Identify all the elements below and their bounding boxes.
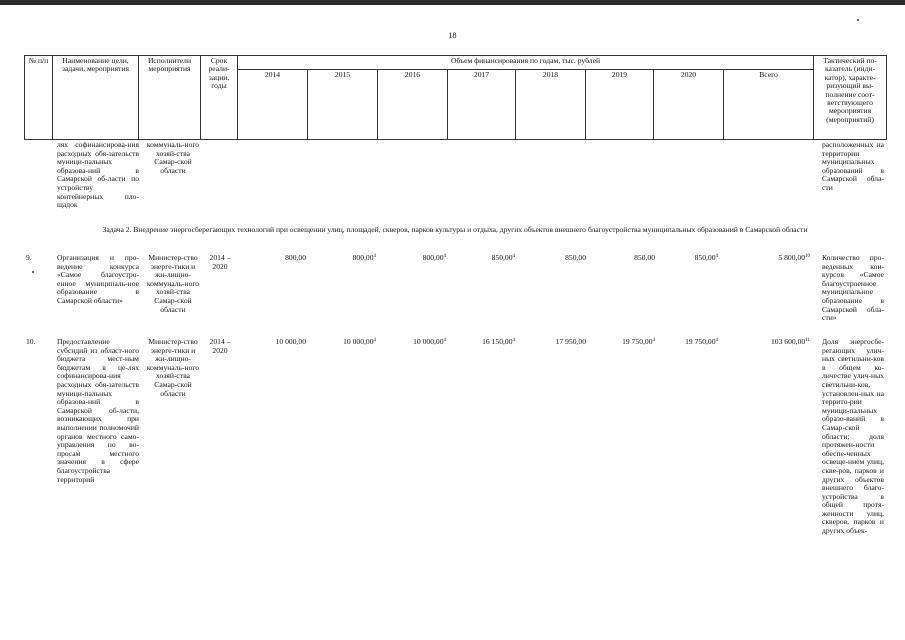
header-term: Срок реали-зации, годы <box>201 56 238 140</box>
row-value-2014: 800,00 <box>285 253 306 262</box>
task-2-heading: Задача 2. Внедрение энергосберегающих технологий при освещении улиц, площадей, скверов, парков культуры и отдыха, других объектов внешнего благоустройства муниципальных образований в Самарской области <box>102 225 808 234</box>
header-year: 2016 <box>378 70 448 140</box>
row-value-2020: 850,00$^4$ <box>694 253 718 262</box>
scan-speck <box>32 271 34 273</box>
row-indicator: Количество про-веденных кон-курсов «Самое благоустроенное муниципальное образование в Самарской обла-сти» <box>822 253 884 323</box>
row-value-2016: 800,00$^4$ <box>422 253 446 262</box>
row-value-2016: 10 000,00$^4$ <box>413 337 446 346</box>
header-num: № п/п <box>25 56 53 140</box>
row-value-2015: 10 000,00$^4$ <box>343 337 376 346</box>
row-executors: Министер-ство энерге-тики и жи-лищно-коммуналь-ного хозяй-ства Самар-ской области <box>146 253 200 314</box>
row-value-2019: 19 750,00$^4$ <box>622 337 655 346</box>
row-num: 9. <box>26 253 32 262</box>
row-value-total: 103 600,00$^{11}$ <box>771 337 810 346</box>
cont-executors: коммуналь-ного хозяй-ства Самар-ской области <box>146 140 200 175</box>
row-term: 2014 – 2020 <box>209 253 231 271</box>
scan-speck <box>857 19 859 21</box>
header-executors: Исполнители мероприятия <box>139 56 201 140</box>
scan-top-border <box>0 0 905 5</box>
header-financing: Объем финансирования по годам, тыс. рублей <box>238 56 814 70</box>
header-year: 2014 <box>238 70 308 140</box>
row-executors: Министер-ство энерге-тики и жи-лищно-коммуналь-ного хозяй-ства Самар-ской области <box>146 337 200 398</box>
header-year: 2017 <box>448 70 516 140</box>
row-value-2019: 850,00 <box>634 253 655 262</box>
table-header <box>24 55 887 140</box>
header-year: 2015 <box>308 70 378 140</box>
header-year: 2018 <box>516 70 586 140</box>
header-year: 2020 <box>654 70 724 140</box>
row-value-2014: 10 000,00 <box>275 337 306 346</box>
row-num: 10. <box>26 337 36 346</box>
row-term: 2014 – 2020 <box>209 337 231 355</box>
row-value-total: 5 800,00$^{10}$ <box>778 253 810 262</box>
row-value-2017: 16 150,00$^4$ <box>482 337 515 346</box>
header-year: 2019 <box>586 70 654 140</box>
row-goal: Организация и про-ведение конкурса «Самое благоустро-енное муниципаль-ное образование в Самарской области» <box>57 253 139 305</box>
row-value-2018: 850,00 <box>565 253 586 262</box>
page-number: 18 <box>448 31 457 40</box>
row-goal: Предоставление субсидий из област-ного бюджета мест-ным бюджетам в це-лях софинансирова-ния расходных обя-зательств муници-пальных образова-ний в Самарской об-ласти, возникающих при выполнении полномочий органов местного само-управления по во-просам местного значения в сфере благоустройства территорий <box>57 337 139 484</box>
row-value-2015: 800,00$^4$ <box>352 253 376 262</box>
cont-indicator: расположенных на территории муниципальных образований в Самарской обла-сти <box>822 140 884 192</box>
header-total: Всего <box>724 70 814 140</box>
row-indicator: Доля энергосбе-регающих улич-ных светильни-ков в общем ко-личестве улич-ных светильни-ков, установлен-ных на террито-рии муници-пальных образо-ваний в Самар-ской области; доля протяжен-ности обеспе-ченных освеще-нием улиц, скве-ров, парков и других объектов внешнего благо-устройства в общей протя-женности улиц, скверов, парков и других объек- <box>822 337 884 536</box>
cont-goal: лях софинансирова-ния расходных обя-зательств муници-пальных образова-ний в Самарской об-ласти по устройству контейнерных пло-щадок <box>57 140 139 210</box>
row-value-2018: 17 950,00 <box>555 337 586 346</box>
header-goal: Наименование цели, задачи, мероприятия <box>53 56 139 140</box>
header-indicator: Тактический по-казатель (инди-катор), характе-ризующий вы-полнение соот-ветствующего мероприятия (мероприятий) <box>814 56 887 140</box>
row-value-2020: 19 750,00$^4$ <box>685 337 718 346</box>
row-value-2017: 850,00$^4$ <box>491 253 515 262</box>
